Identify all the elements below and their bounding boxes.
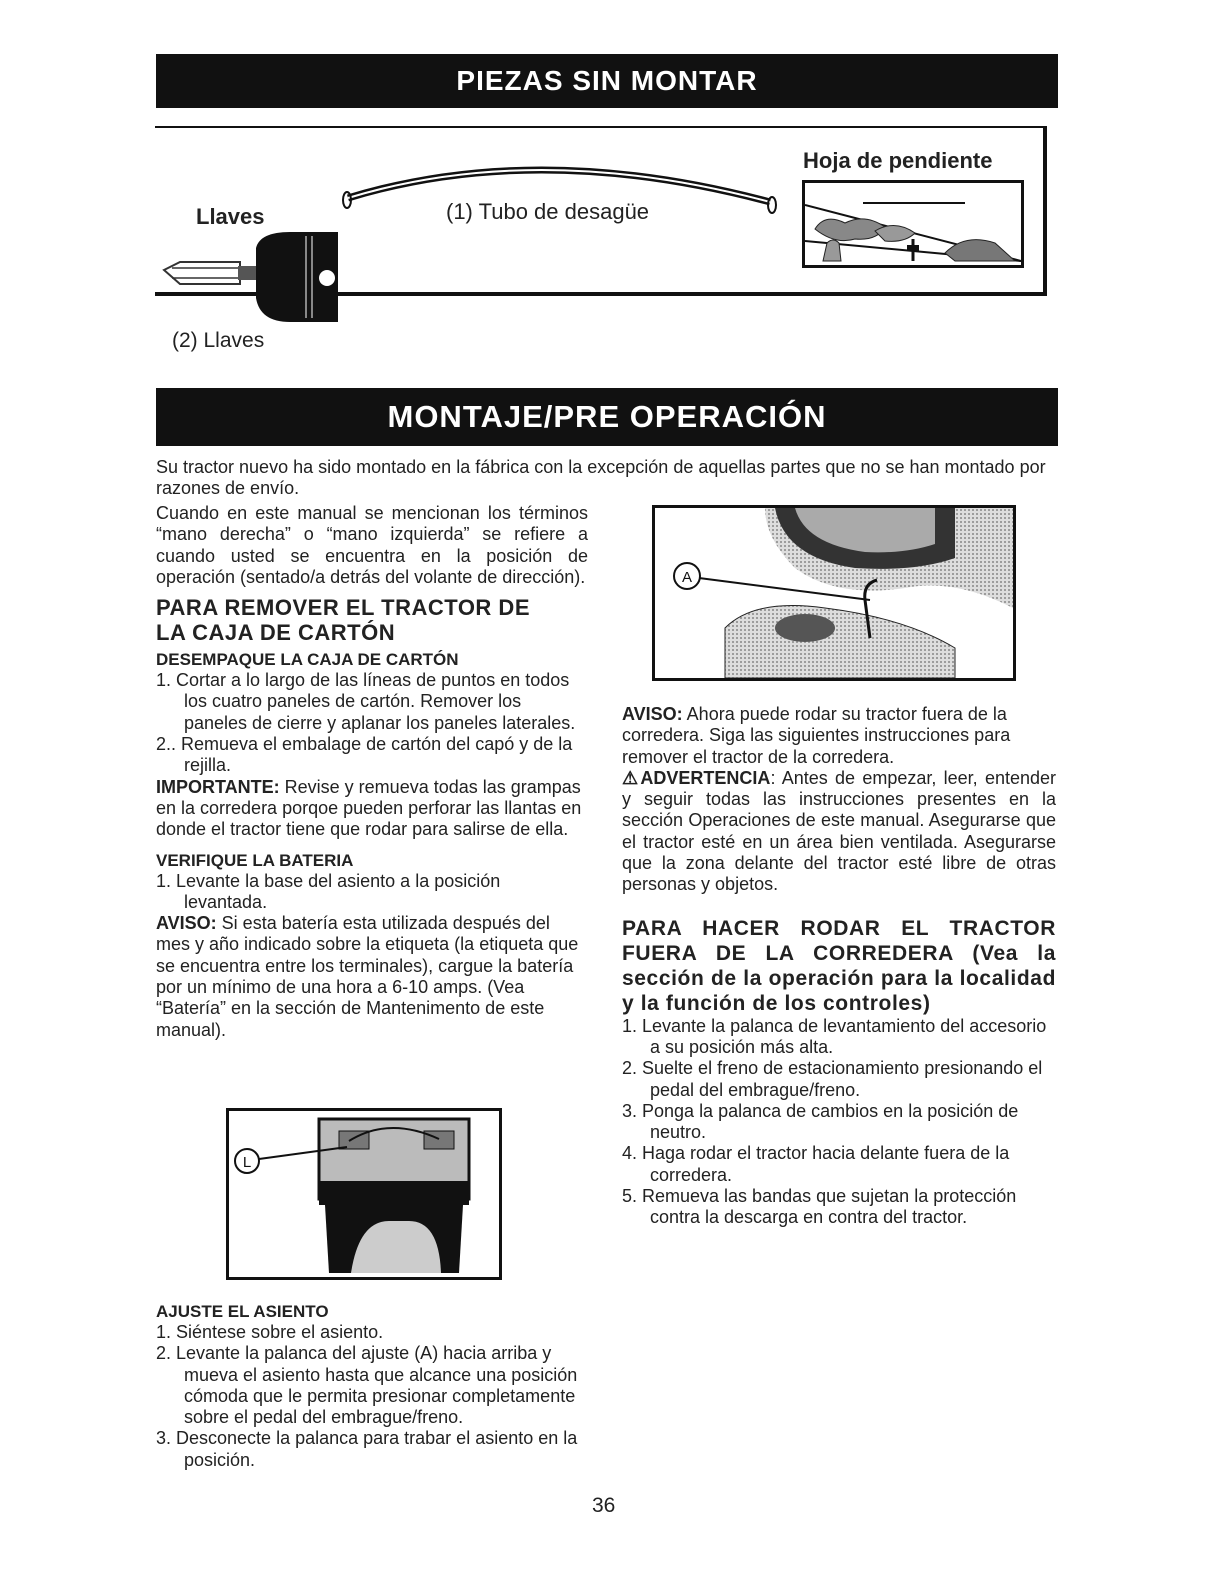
warning-label: ADVERTENCIA — [640, 767, 771, 788]
seat-step-3: 3. Desconecte la palanca para trabar el asiento en la posición. — [156, 1428, 578, 1470]
warning-triangle-icon: ⚠ — [622, 767, 641, 788]
seat-adjust-section — [156, 1301, 588, 1471]
roll-step-4: 4. Haga rodar el tractor hacia delante fuera de la corredera. — [622, 1143, 1010, 1185]
roll-step-5: 5. Remueva las bandas que sujetan la protección contra la descarga en contra del tractor. — [622, 1186, 1017, 1228]
key-illustration — [160, 228, 350, 328]
battery-callout-label: L — [242, 1154, 252, 1171]
battery-step-1: 1. Levante la base del asiento a la posición levantada. — [156, 870, 501, 912]
important-note — [156, 777, 588, 841]
seat-step-1: 1. Siéntese sobre el asiento. — [156, 1322, 384, 1342]
battery-heading: VERIFIQUE LA BATERIA — [156, 850, 354, 870]
slope-gauge-heading: Hoja de pendiente — [803, 148, 993, 173]
seat-callout-label: A — [681, 569, 693, 586]
battery-notice-label: AVISO: — [156, 913, 217, 934]
drain-hose-caption: (1) Tubo de desagüe — [446, 199, 650, 224]
battery-illustration — [226, 1108, 502, 1280]
important-label: IMPORTANTE: — [156, 776, 280, 797]
roll-notice-text: Ahora puede rodar su tractor fuera de la corredera. Siga las siguientes instrucciones para remover el tractor de la corredera. — [622, 704, 1011, 767]
unpack-step-1: 1. Cortar a lo largo de las líneas de puntos en todos los cuatro paneles de cartón. Remover los paneles de cierre y aplanar los paneles laterales. — [156, 670, 576, 733]
warning-text: : Antes de empezar, leer, entender y seguir todas las instrucciones presentes en la sección Operaciones de este manual. Asegurarse que el tractor esté en un área bien ventilada. Asegurarse que la zona delante del tractor esté libre de otras personas y objetos. — [622, 767, 1057, 895]
unpack-step-2: 2.. Remueva el embalage de cartón del capó y de la rejilla. — [156, 734, 573, 776]
page-number: 36 — [592, 1494, 616, 1517]
roll-notice — [622, 704, 1056, 768]
roll-notice-label: AVISO: — [622, 704, 683, 724]
roll-step-1: 1. Levante la palanca de levantamiento del accesorio a su posición más alta. — [622, 1015, 1047, 1057]
intro-paragraph: Su tractor nuevo ha sido montado en la fábrica con la excepción de aquellas partes que no se han montado por razones de envío. — [156, 457, 1046, 498]
section-banner-unassembled: PIEZAS SIN MONTAR — [156, 54, 1058, 108]
battery-notice — [156, 913, 588, 1041]
seat-step-2: 2. Levante la palanca del ajuste (A) hacia arriba y mueva el asiento hasta que alcance una posición cómoda que le permita presionar completamente sobre el pedal del embrague/freno. — [156, 1343, 578, 1428]
keys-caption: (2) Llaves — [172, 329, 265, 352]
roll-step-2: 2. Suelte el freno de estacionamiento presionando el pedal del embrague/freno. — [622, 1058, 1043, 1100]
warning-note — [622, 768, 1056, 896]
hand-orientation-paragraph: Cuando en este manual se mencionan los términos “mano derecha” o “mano izquierda” se refiere a cuando usted se encuentra en la posición de operación (sentado/a detrás del volante de dirección). — [156, 503, 588, 587]
seat-adjust-heading: AJUSTE EL ASIENTO — [156, 1302, 329, 1321]
remove-tractor-heading: PARA REMOVER EL TRACTOR DE LA CAJA DE CARTÓN — [156, 595, 530, 646]
unpack-heading: DESEMPAQUE LA CAJA DE CARTÓN — [156, 650, 459, 670]
keys-heading: Llaves — [196, 204, 265, 229]
roll-tractor-heading: PARA HACER RODAR EL TRACTOR FUERA DE LA CORREDERA (Vea la sección de la operación para la localidad y la función de los controles) — [622, 916, 1056, 1015]
section-banner-assembly: MONTAJE/PRE OPERACIÓN — [156, 388, 1058, 446]
left-column — [156, 503, 588, 1041]
right-column — [622, 704, 1056, 1229]
roll-step-3: 3. Ponga la palanca de cambios en la posición de neutro. — [622, 1100, 1019, 1143]
battery-notice-text: Si esta batería esta utilizada después del mes y año indicado sobre la etiqueta (la etiqueta que se encuentra entre los terminales), cargue la batería por un mínimo de una hora a 6-10 amps. (Vea “Batería” en la sección de Mantenimento de este manual). — [156, 913, 579, 1040]
slope-gauge-illustration — [802, 180, 1024, 268]
important-text: Revise y remueva todas las grampas en la corredera porqoe pueden perforar las llantas en donde el tractor tiene que rodar para salirse de ella. — [156, 776, 582, 840]
seat-lever-illustration — [652, 505, 1016, 681]
